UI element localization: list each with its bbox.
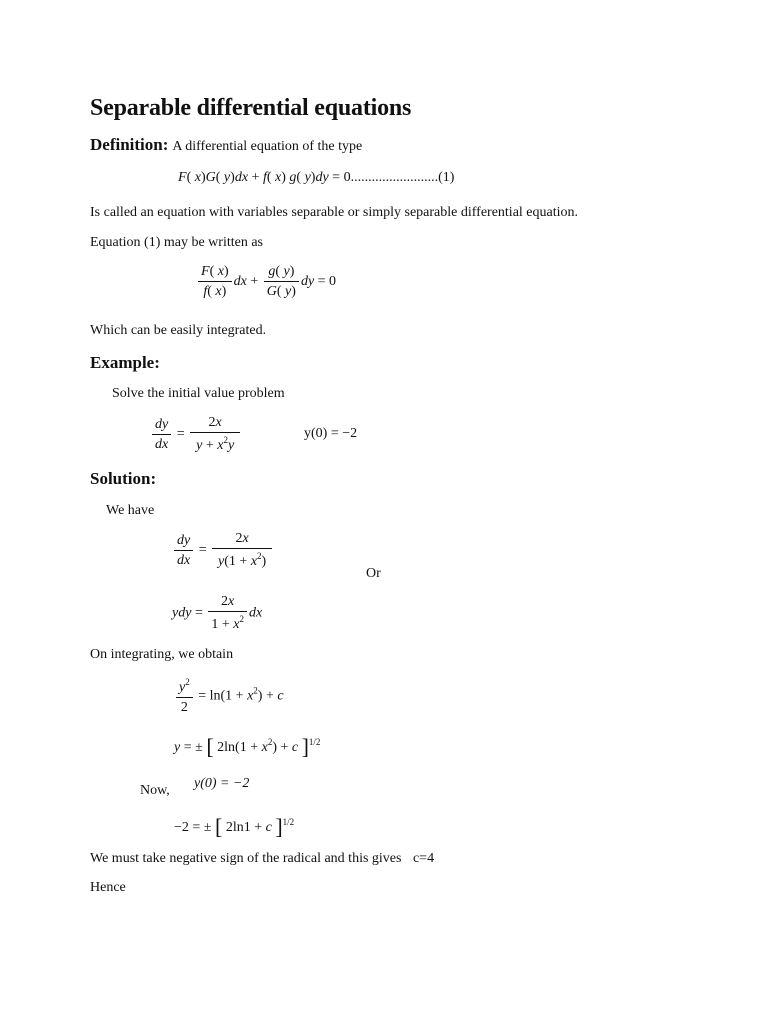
solution-equation-2: ydy = $\frac{2x}{1 + x^2}$ dx [172, 594, 263, 632]
equation-2: $\frac{F( x)}{f( x)}$ dx + $\frac{g( y)}{G( y)}$ dy = 0 [196, 264, 336, 300]
or-text: Or [366, 566, 381, 581]
solution-equation-3: $\frac{y^2}{2}$ = $\ln(1 + x^2) + c$ [174, 677, 284, 716]
definition-paragraph [90, 135, 362, 155]
definition-line-2: Is called an equation with variables separable or simply separable differential equation. [90, 205, 579, 220]
hence-text: Hence [90, 880, 126, 895]
example-text: Solve the initial value problem [112, 386, 285, 401]
solution-label: Solution: [90, 469, 157, 488]
solution-equation-4: y = ± [ $2\ln(1 + x^2) + c$ ]$^{1/2}$ [174, 734, 321, 759]
equation-1: F( x)G( y)dx + f( x) g( y)dy = 0.........................(1) [178, 170, 455, 185]
c-value: c=4 [412, 851, 435, 866]
example-equation: $\frac{dy}{dx}$ = $\frac{2x}{y + x^2y}$ [150, 415, 242, 454]
negative-sign-text: We must take negative sign of the radical and this gives [90, 851, 402, 866]
equation-1-ref: .........................(1) [350, 170, 455, 185]
definition-text: A differential equation of the type [172, 139, 363, 154]
definition-label: Definition: [90, 135, 169, 154]
integrating-text: On integrating, we obtain [90, 647, 234, 662]
definition-line-4: Which can be easily integrated. [90, 323, 267, 338]
definition-line-3: Equation (1) may be written as [90, 235, 264, 250]
we-have-text: We have [106, 503, 155, 518]
now-text: Now, [140, 783, 170, 798]
example-label: Example: [90, 353, 160, 372]
negative-sign-paragraph [90, 851, 434, 867]
solution-equation-6: −2 = ± [ 2ln1 + c ]$^{1/2}$ [174, 814, 295, 839]
initial-condition: y(0) = −2 [304, 426, 358, 441]
solution-equation-1: $\frac{dy}{dx}$ = $\frac{2x}{y(1 + x^2)}$ [172, 531, 274, 570]
page-title: Separable differential equations [90, 95, 412, 121]
solution-equation-5: y(0) = −2 [194, 776, 250, 791]
